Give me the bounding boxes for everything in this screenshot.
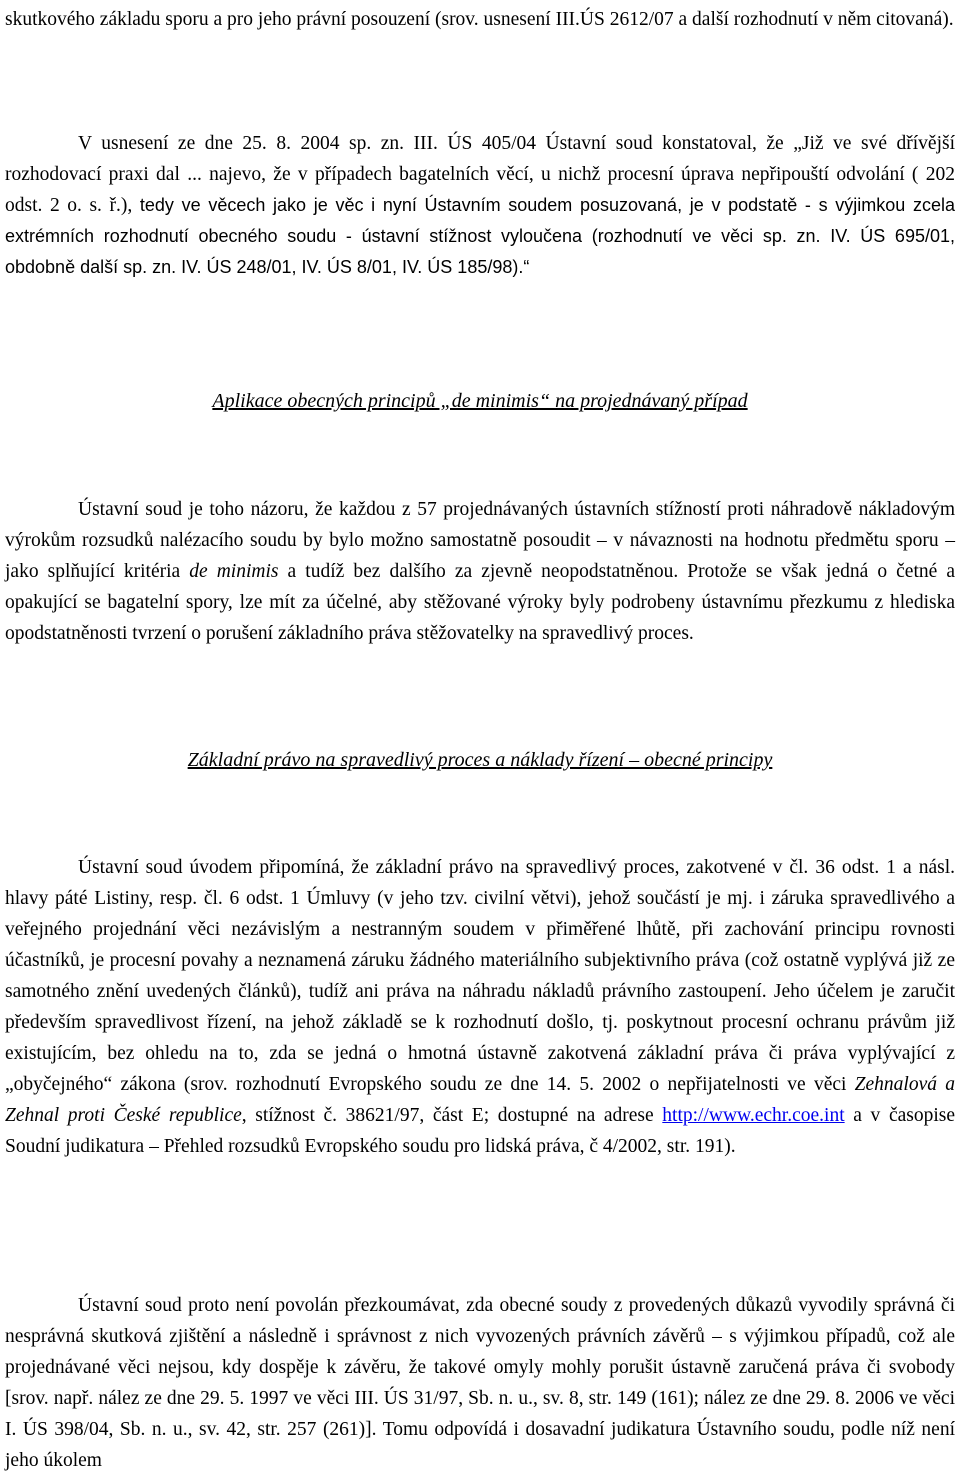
paragraph-fair-trial-part-c: a v časopise Soudní judikatura – Přehled rozsudků Evropského soudu pro lidská práva, č 4/2002, str. 191). xyxy=(5,1105,956,1157)
paragraph-fair-trial-part-a: Ústavní soud úvodem připomíná, že základní právo na spravedlivý proces, zakotvené v čl. 36 odst. 1 a násl. hlavy páté Listiny, resp. čl. 6 odst. 1 Úmluvy (v jeho tzv. civilní větvi), jehož součástí je mj. i záruka spravedlivého a veřejného projednání věci nezávislým a nestranným soudem v přiměřené lhůtě, při zachování principu rovnosti účastníků, je procesní povahy a neznamená záruku žádného materiálního subjektivního práva (což ostatně vyplývá již ze samotného znění uvedených článků), tudíž ani práva na náhradu nákladů právního zastoupení. Jeho účelem je zaručit především spravedlivost řízení, na jehož základě se k rozhodnutí došlo, tj. poskytnout procesní ochranu právům již existujícím, bez ohledu na to, zda se jedná o hmotná ústavně zakotvená základní práva či práva vyplývající z „obyčejného“ zákona (srov. rozhodnutí Evropského soudu ze dne 14. 5. 2002 o nepřijatelnosti ve věci xyxy=(5,857,955,1095)
section-heading-fair-trial: Základní právo na spravedlivý proces a náklady řízení – obecné principy xyxy=(187,749,773,771)
paragraph-usneseni-part-b: tedy ve věcech jako je věc i nyní Ústavním soudem posuzovaná, je v podstatě - s výjimkou zcela extrémních rozhodnutí obecného soudu - ústavní stížnost vyloučena (rozhodnutí ve věci sp. zn. IV. ÚS 695/01, obdobně další sp. zn. IV. ÚS 248/01, IV. ÚS 8/01, IV. ÚS 185/98).“ xyxy=(5,195,955,277)
paragraph-fair-trial xyxy=(5,852,955,1162)
section-heading-de-minimis: Aplikace obecných principů „de minimis“ na projednávaný případ xyxy=(212,390,748,412)
paragraph-de-minimis-part-b: a tudíž bez dalšího za zjevně neopodstatněnou. Protože se však jedná o četné a opakující se bagatelní spory, lze mít za účelné, aby stěžované výroky byly podrobeny ústavnímu přezkumu z hlediska opodstatněnosti tvrzení o porušení základního práva stěžovatelky na spravedlivý proces. xyxy=(5,561,955,644)
paragraph-continuation: skutkového základu sporu a pro jeho právní posouzení (srov. usnesení III.ÚS 2612/07 a další rozhodnutí v něm citovaná). xyxy=(5,9,954,30)
paragraph-usneseni xyxy=(5,128,955,283)
paragraph-usneseni-part-a: V usnesení ze dne 25. 8. 2004 sp. zn. III. ÚS 405/04 Ústavní soud konstatoval, že „Již ve své dřívější rozhodovací praxi dal ... najevo, že v případech bagatelních věcí, u nichž procesní úprava nepřipouští odvolání ( 202 odst. 2 o. s. ř.), xyxy=(5,133,955,216)
echr-link[interactable]: http://www.echr.coe.int xyxy=(662,1105,845,1126)
de-minimis-term: de minimis xyxy=(189,561,279,582)
paragraph-review-scope: Ústavní soud proto není povolán přezkoumávat, zda obecné soudy z provedených důkazů vyvodily správná či nesprávná skutková zjištění a následně i správnost z nich vyvozených právních závěrů – s výjimkou případů, což ale projednávané věci nejsou, kdy dospěje k závěru, že takové omyly mohly porušit ústavně zaručená práva či svobody [srov. např. nález ze dne 29. 5. 1997 ve věci III. ÚS 31/97, Sb. n. u., sv. 8, str. 149 (161); nález ze dne 29. 8. 2006 ve věci I. ÚS 398/04, Sb. n. u., sv. 42, str. 257 (261)]. Tomu odpovídá i dosavadní judikatura Ústavního soudu, podle níž není jeho úkolem xyxy=(5,1295,955,1471)
paragraph-de-minimis xyxy=(5,494,955,649)
case-name: Zehnalová a Zehnal proti České republice xyxy=(5,1074,955,1126)
paragraph-fair-trial-part-b: , stížnost č. 38621/97, část E; dostupné na adrese xyxy=(241,1105,663,1126)
paragraph-de-minimis-part-a: Ústavní soud je toho názoru, že každou z 57 projednávaných ústavních stížností proti náhradově nákladovým výrokům rozsudků nalézacího soudu by bylo možno samostatně posoudit – v návaznosti na hodnotu předmětu sporu – jako splňující kritéria xyxy=(5,499,955,582)
